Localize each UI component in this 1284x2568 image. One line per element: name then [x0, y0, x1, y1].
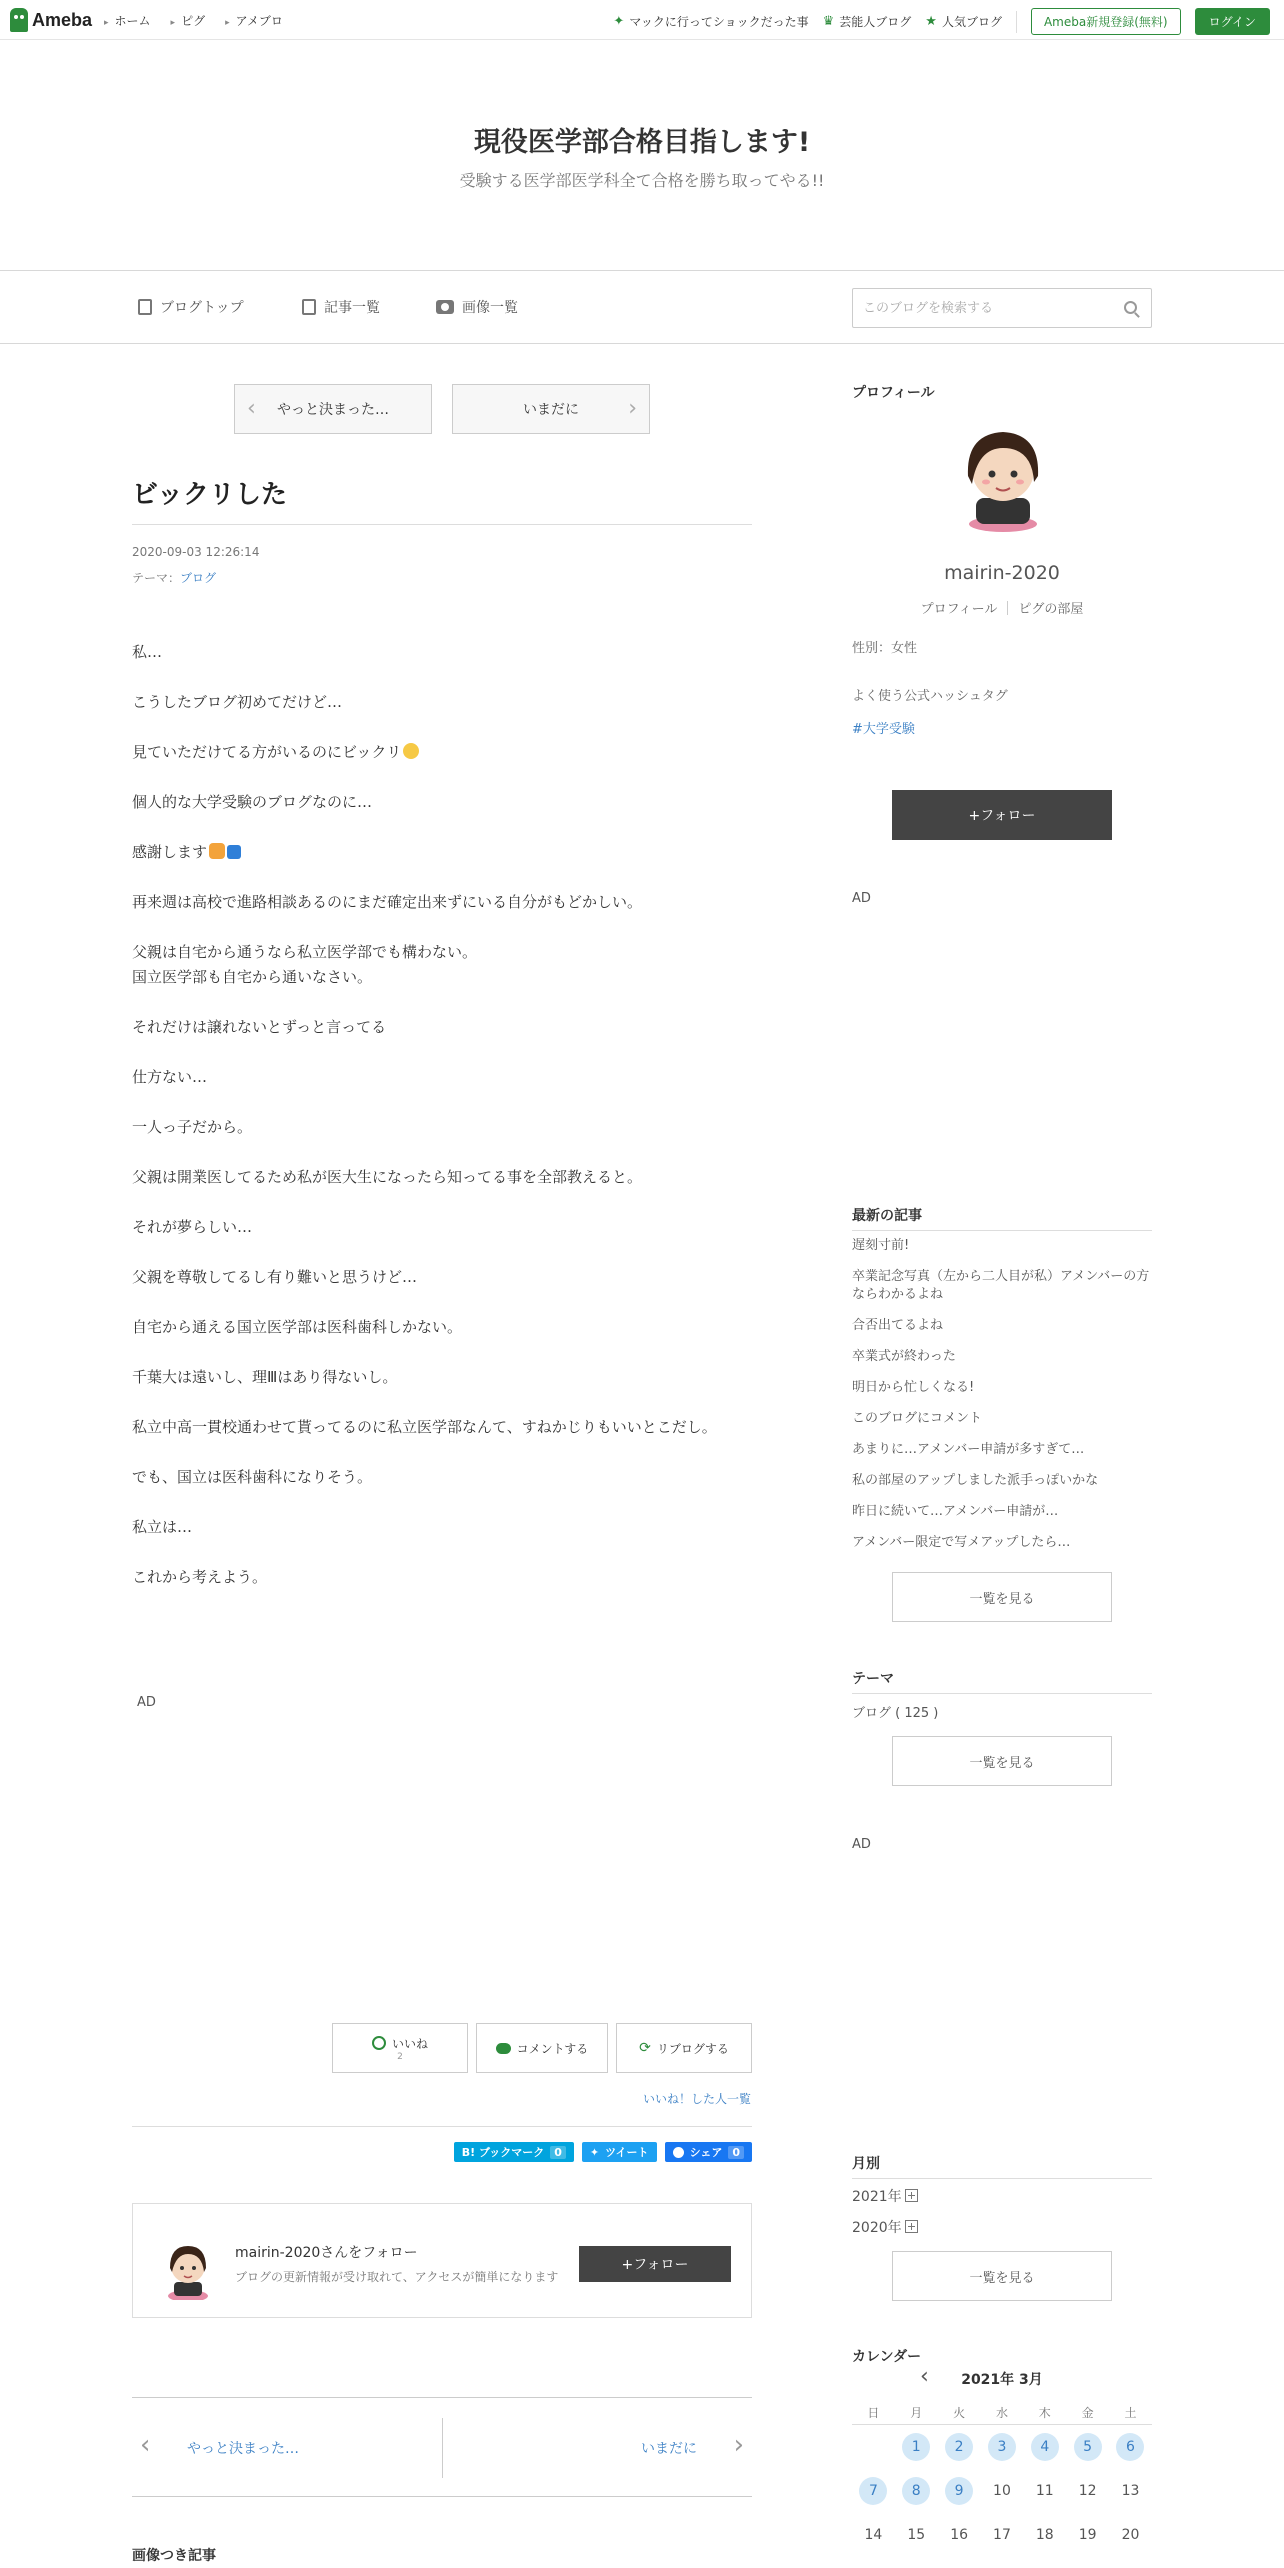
actions-divider — [132, 2126, 752, 2127]
sidebar-follow-button[interactable]: +フォロー — [892, 790, 1112, 840]
recent-article-link[interactable]: 明日から忙しくなる! — [852, 1380, 975, 1395]
recent-article-link[interactable]: 私の部屋のアップしました派手っぽいかな — [852, 1473, 1099, 1488]
recent-see-all-button[interactable]: 一覧を見る — [892, 1572, 1112, 1622]
recent-article-link[interactable]: このブログにコメント — [852, 1411, 983, 1426]
paragraph: それだけは譲れないとずっと言ってる — [132, 1018, 387, 1036]
calendar-prev-chevron-icon[interactable]: ‹ — [920, 2364, 929, 2389]
follow-card-description: ブログの更新情報が受け取れて、アクセスが簡単になります — [235, 2270, 559, 2284]
blog-search-input[interactable] — [853, 289, 1103, 327]
month-item-2021[interactable] — [852, 2186, 918, 2206]
recent-article-link[interactable]: アメンバー限定で写メアップしたら… — [852, 1535, 1071, 1550]
theme-see-all-button[interactable]: 一覧を見る — [892, 1736, 1112, 1786]
popular-blog-label: 人気ブログ — [941, 15, 1002, 29]
calendar-day: 19 — [1078, 2527, 1097, 2543]
calendar-day[interactable]: 5 — [1074, 2433, 1102, 2461]
monthly-see-all-button[interactable]: 一覧を見る — [892, 2251, 1112, 2301]
weekday-label: 金 — [1081, 2406, 1094, 2420]
comment-button[interactable] — [476, 2023, 608, 2073]
pager-divider — [442, 2418, 443, 2478]
like-button[interactable] — [332, 2023, 468, 2073]
calendar-cell — [1066, 2477, 1109, 2505]
calendar-week-row — [852, 2469, 1152, 2513]
register-button[interactable]: Ameba新規登録(無料) — [1031, 8, 1181, 35]
blog-description: 受験する医学部医学科全て合格を勝ち取ってやる!! — [459, 171, 825, 190]
prev-article-button[interactable] — [234, 384, 432, 434]
monthly-heading: 月別 — [852, 2156, 880, 2172]
smile-icon — [372, 2036, 386, 2050]
profile-link[interactable]: プロフィール — [920, 602, 998, 617]
comment-label: コメントする — [516, 2041, 589, 2056]
ameba-logo[interactable] — [10, 6, 92, 34]
profile-links — [852, 598, 1152, 617]
calendar-cell — [938, 2521, 981, 2549]
paragraph: それが夢らしい… — [132, 1218, 253, 1236]
header-divider — [1016, 11, 1017, 33]
calendar-day[interactable]: 2 — [945, 2433, 973, 2461]
weekday-label: 日 — [867, 2406, 880, 2420]
reblog-icon: ⟳ — [639, 2040, 651, 2056]
pig-room-link[interactable]: ピグの部屋 — [1018, 602, 1084, 617]
facebook-icon — [673, 2147, 684, 2158]
calendar-weekday-row — [852, 2401, 1152, 2425]
fb-share-label: シェア — [689, 2146, 723, 2159]
article-list-link[interactable] — [302, 297, 380, 317]
calendar-cell — [938, 2477, 981, 2505]
weekday-label: 水 — [995, 2406, 1008, 2420]
bowing-emoji-icon — [209, 843, 225, 859]
bottom-prev-link[interactable]: やっと決まった… — [187, 2441, 299, 2457]
paragraph: 千葉大は遠いし、理Ⅲはあり得ないし。 — [132, 1368, 398, 1386]
calendar-cell — [938, 2433, 981, 2461]
fb-share-count: 0 — [728, 2146, 744, 2159]
calendar-cell — [1023, 2521, 1066, 2549]
hashtag-heading: よく使う公式ハッシュタグ — [852, 689, 1008, 704]
weekday-label: 火 — [953, 2406, 966, 2420]
document-icon — [138, 299, 152, 315]
ameba-logo-icon — [10, 8, 28, 32]
calendar-day[interactable]: 3 — [988, 2433, 1016, 2461]
crown-icon: ♛ — [822, 14, 835, 29]
chevron-right-icon: › — [733, 2430, 744, 2460]
calendar-cell — [1066, 2521, 1109, 2549]
calendar-cell — [1066, 2433, 1109, 2461]
trend-link[interactable] — [613, 13, 808, 30]
arrow-emoji-icon — [227, 845, 241, 859]
gender-text: 性別：女性 — [852, 641, 918, 656]
calendar-day: 15 — [907, 2527, 926, 2543]
recent-article-link[interactable]: 遅刻寸前! — [852, 1238, 910, 1253]
theme-heading: テーマ — [852, 1671, 894, 1687]
calendar-cell — [1109, 2433, 1152, 2461]
calendar-grid — [852, 2401, 1152, 2557]
camera-icon — [436, 300, 454, 314]
paragraph: 父親は自宅から通うなら私立医学部でも構わない。 — [132, 943, 478, 961]
popular-blog-link[interactable] — [925, 13, 1002, 30]
paragraph: 国立医学部も自宅から通いなさい。 — [132, 968, 373, 986]
calendar-day: 14 — [864, 2527, 883, 2543]
nav-ameblo-link[interactable]: ▸ アメブロ — [225, 12, 283, 29]
theme-divider — [852, 1693, 1152, 1694]
like-label: いいね — [391, 2036, 428, 2051]
follow-card — [132, 2203, 752, 2318]
weekday-label: 月 — [910, 2406, 923, 2420]
calendar-day: 17 — [993, 2527, 1011, 2543]
recent-articles-heading: 最新の記事 — [852, 1208, 922, 1224]
calendar-cell — [981, 2477, 1024, 2505]
calendar-day: 20 — [1121, 2527, 1140, 2543]
calendar-cell — [852, 2477, 895, 2505]
theme-item-link[interactable]: ブログ ( 125 ) — [852, 1706, 939, 1721]
paragraph: 私… — [132, 643, 163, 661]
chevron-left-icon: ‹ — [247, 396, 256, 421]
reblog-label: リブログする — [656, 2041, 729, 2056]
monthly-divider — [852, 2178, 1152, 2179]
reblog-button[interactable] — [616, 2023, 752, 2073]
paragraph: 私立は… — [132, 1518, 193, 1536]
paragraph: 個人的な大学受験のブログなのに… — [132, 793, 373, 811]
recent-articles-list — [852, 1237, 1152, 1565]
calendar-week-row — [852, 2513, 1152, 2557]
title-divider — [132, 524, 752, 525]
paragraph: 父親は開業医してるため私が医大生になったら知ってる事を全部教えると。 — [132, 1168, 643, 1186]
ameba-logo-text: Ameba — [32, 9, 93, 30]
month-item-2020[interactable] — [852, 2217, 918, 2237]
article-list-label: 記事一覧 — [324, 300, 380, 316]
star-icon: ★ — [925, 14, 937, 29]
sparkle-icon: ✦ — [613, 14, 625, 29]
chevron-left-icon: ‹ — [140, 2430, 151, 2460]
recent-article-link[interactable]: 昨日に続いて…アメンバー申請が… — [852, 1504, 1059, 1519]
article-date: 2020-09-03 12:26:14 — [132, 545, 260, 559]
expand-plus-icon[interactable] — [905, 2220, 918, 2233]
theme-link[interactable]: ブログ — [180, 571, 217, 585]
calendar-day[interactable]: 4 — [1031, 2433, 1059, 2461]
theme-prefix: テーマ： — [132, 571, 181, 585]
hatena-bookmark-button[interactable] — [454, 2142, 574, 2162]
paragraph: 再来週は高校で進路相談あるのにまだ確定出来ずにいる自分がもどかしい。 — [132, 893, 643, 911]
calendar-day[interactable]: 7 — [859, 2477, 887, 2505]
link-divider — [1007, 601, 1008, 615]
search-icon[interactable] — [1124, 301, 1137, 314]
image-list-label: 画像一覧 — [462, 300, 518, 316]
paragraph-text: 見ていただけてる方がいるのにビックリ — [132, 743, 402, 761]
calendar-week-row — [852, 2425, 1152, 2469]
global-nav — [104, 12, 283, 29]
calendar-cell — [895, 2521, 938, 2549]
copy-icon — [302, 299, 316, 315]
recent-article-link[interactable]: 合否出てるよね — [852, 1318, 944, 1333]
paragraph: 一人っ子だから。 — [132, 1118, 253, 1136]
paragraph: これから考えよう。 — [132, 1568, 268, 1586]
calendar-cell — [1109, 2521, 1152, 2549]
sidebar-ad-label-2: AD — [852, 1837, 871, 1852]
image-articles-heading: 画像つき記事 — [132, 2548, 216, 2564]
article-body — [132, 640, 752, 1615]
calendar-day: 16 — [950, 2527, 969, 2543]
follow-button[interactable]: +フォロー — [579, 2246, 731, 2282]
calendar-cell — [852, 2521, 895, 2549]
prev-article-label: やっと決まった… — [277, 402, 389, 418]
calendar-cell — [981, 2521, 1024, 2549]
comment-icon — [496, 2043, 511, 2054]
twitter-bird-icon: ✦ — [589, 2145, 600, 2159]
weekday-label: 土 — [1124, 2406, 1137, 2420]
calendar-day[interactable]: 8 — [902, 2477, 930, 2505]
blog-top-link[interactable] — [138, 297, 244, 317]
profile-heading: プロフィール — [852, 385, 935, 401]
expand-plus-icon[interactable] — [905, 2189, 918, 2202]
calendar-day: 11 — [1035, 2483, 1054, 2499]
recent-divider — [852, 1230, 1152, 1231]
paragraph: こうしたブログ初めてだけど… — [132, 693, 343, 711]
blog-search — [852, 288, 1152, 328]
bottom-next-link[interactable]: いまだに — [641, 2441, 697, 2457]
login-button[interactable]: ログイン — [1195, 8, 1270, 35]
image-list-link[interactable] — [436, 297, 518, 317]
paragraph: 父親を尊敬してるし有り難いと思うけど… — [132, 1268, 418, 1286]
author-username[interactable]: mairin-2020 — [944, 562, 1060, 584]
paragraph: 仕方ない… — [132, 1068, 208, 1086]
article-title[interactable]: ビックリした — [132, 480, 287, 510]
global-header — [0, 0, 1284, 40]
hatena-label: B! ブックマーク — [461, 2146, 545, 2159]
tweet-label: ツイート — [605, 2146, 649, 2159]
facebook-share-button[interactable] — [665, 2142, 752, 2162]
bottom-article-pager — [132, 2397, 752, 2497]
paragraph: 自宅から通える国立医学部は医科歯科しかない。 — [132, 1318, 463, 1336]
calendar-weeks — [852, 2425, 1152, 2557]
paragraph — [132, 740, 752, 765]
sidebar-ad-label: AD — [852, 891, 871, 906]
celebrity-blog-label: 芸能人ブログ — [839, 15, 912, 29]
calendar-day[interactable]: 6 — [1116, 2433, 1144, 2461]
calendar-cell — [1023, 2433, 1066, 2461]
calendar-month-label: 2021年 3月 — [961, 2372, 1043, 2388]
nav-pigg-link[interactable]: ▸ ピグ — [171, 12, 206, 29]
calendar-day: 18 — [1035, 2527, 1054, 2543]
surprised-emoji-icon — [403, 743, 419, 759]
trend-link-label: マックに行ってショックだった事 — [629, 15, 809, 29]
tweet-button[interactable] — [582, 2142, 657, 2162]
likers-list-link[interactable]: いいね！した人一覧 — [643, 2092, 752, 2106]
hatena-count: 0 — [550, 2146, 566, 2159]
chevron-right-icon: › — [628, 396, 637, 421]
follow-card-title: mairin-2020さんをフォロー — [235, 2245, 418, 2261]
nav-home-link[interactable]: ▸ ホーム — [104, 12, 151, 29]
celebrity-blog-link[interactable] — [823, 13, 912, 30]
calendar-cell — [895, 2477, 938, 2505]
author-avatar-small[interactable] — [160, 2238, 216, 2300]
calendar-day[interactable]: 1 — [902, 2433, 930, 2461]
calendar-day[interactable]: 9 — [945, 2477, 973, 2505]
calendar-cell — [981, 2433, 1024, 2461]
next-article-label: いまだに — [523, 402, 579, 418]
blog-header — [0, 40, 1284, 270]
like-count: 2 — [397, 2051, 403, 2062]
recent-article-link[interactable]: あまりに…アメンバー申請が多すぎて… — [852, 1442, 1085, 1457]
share-buttons — [454, 2142, 752, 2162]
month-label: 2021年 — [852, 2189, 902, 2205]
paragraph — [132, 840, 752, 865]
paragraph-text: 感謝します — [132, 843, 208, 861]
header-right — [613, 8, 1270, 35]
blog-top-label: ブログトップ — [160, 300, 244, 316]
calendar-cell — [1023, 2477, 1066, 2505]
paragraph: でも、国立は医科歯科になりそう。 — [132, 1468, 373, 1486]
blog-title[interactable]: 現役医学部合格目指します! — [473, 127, 811, 158]
calendar-cell — [1109, 2477, 1152, 2505]
calendar-day: 10 — [993, 2483, 1011, 2499]
calendar-cell — [895, 2433, 938, 2461]
recent-article-link[interactable]: 卒業記念写真（左から二人目が私）アメンバーの方ならわかるよね — [852, 1269, 1150, 1302]
calendar-day: 12 — [1078, 2483, 1097, 2499]
recent-article-link[interactable]: 卒業式が終わった — [852, 1349, 956, 1364]
paragraph: 私立中高一貫校通わせて貰ってるのに私立医学部なんて、すねかじりもいいとこだし。 — [132, 1418, 717, 1436]
author-avatar[interactable] — [950, 420, 1056, 532]
article-ad-label: AD — [137, 1695, 156, 1710]
next-article-button[interactable] — [452, 384, 650, 434]
weekday-label: 木 — [1038, 2406, 1051, 2420]
month-label: 2020年 — [852, 2220, 902, 2236]
blog-nav — [0, 270, 1284, 344]
article-theme — [132, 569, 216, 586]
calendar-heading: カレンダー — [852, 2349, 922, 2365]
hashtag-link[interactable]: #大学受験 — [852, 722, 915, 737]
calendar-day: 13 — [1121, 2483, 1140, 2499]
